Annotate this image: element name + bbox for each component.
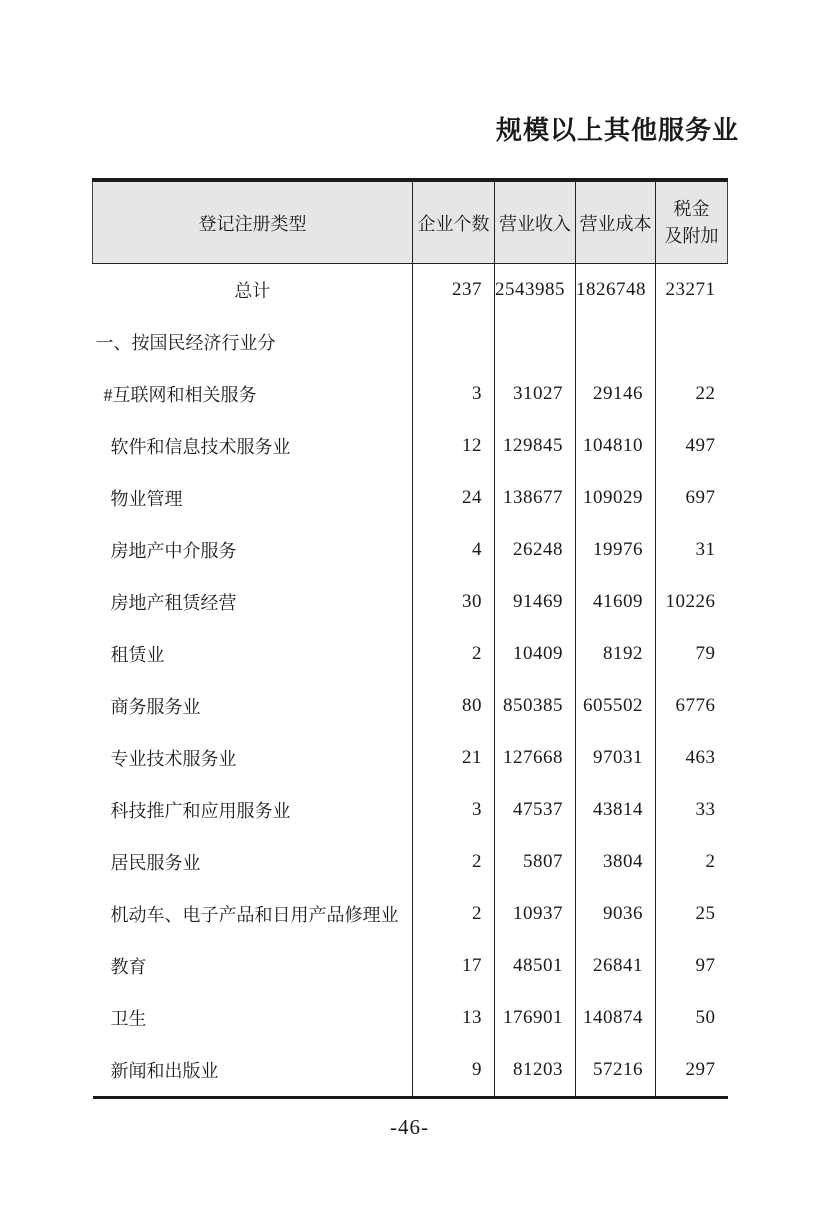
row-value: 31027 [495,368,576,420]
statistics-table [92,178,728,1099]
row-value: 138677 [495,472,576,524]
row-value: 3 [413,784,495,836]
row-value: 697 [656,472,728,524]
row-value: 8192 [576,628,656,680]
row-value: 80 [413,680,495,732]
row-value: 104810 [576,420,656,472]
row-label: 房地产中介服务 [110,541,237,561]
row-value: 23271 [656,264,728,317]
table-row [93,836,728,888]
row-value: 2 [413,836,495,888]
row-value: 297 [656,1044,728,1098]
row-label: 教育 [110,957,147,977]
row-label: 物业管理 [110,489,183,509]
header-row [93,180,728,264]
column-header-enterprise-count: 企业个数 [413,180,495,264]
row-value: 1826748 [576,264,656,317]
row-label: 科技推广和应用服务业 [110,801,291,821]
row-label: 专业技术服务业 [110,749,237,769]
row-value: 10937 [495,888,576,940]
row-value: 31 [656,524,728,576]
row-value: 2543985 [495,264,576,317]
row-value: 109029 [576,472,656,524]
row-value: 33 [656,784,728,836]
column-header-taxes-line2: 及附加 [664,225,719,246]
row-value: 237 [413,264,495,317]
row-value: 24 [413,472,495,524]
row-value: 140874 [576,992,656,1044]
row-value: 21 [413,732,495,784]
row-value: 17 [413,940,495,992]
row-value: 47537 [495,784,576,836]
table-row [93,472,728,524]
row-value: 5807 [495,836,576,888]
row-value: 91469 [495,576,576,628]
page-number: -46- [390,1115,429,1139]
row-label: 总计 [234,281,271,301]
row-value: 50 [656,992,728,1044]
row-value: 10226 [656,576,728,628]
table-row [93,628,728,680]
row-value: 3804 [576,836,656,888]
row-value: 2 [413,628,495,680]
row-label: 商务服务业 [110,697,201,717]
row-value: 850385 [495,680,576,732]
row-value: 176901 [495,992,576,1044]
row-value: 29146 [576,368,656,420]
row-value: 497 [656,420,728,472]
table-row [93,576,728,628]
row-value: 97 [656,940,728,992]
column-header-registration-type: 登记注册类型 [93,180,413,264]
row-value: 2 [656,836,728,888]
table-row [93,1044,728,1098]
row-label: 机动车、电子产品和日用产品修理业 [110,905,399,925]
table-body [93,264,728,1098]
row-value: 26248 [495,524,576,576]
row-value: 19976 [576,524,656,576]
table-row [93,420,728,472]
row-value: 25 [656,888,728,940]
row-label: 房地产租赁经营 [110,593,237,613]
row-value: 9 [413,1044,495,1098]
page-title: 规模以上其他服务业 [495,116,739,145]
row-value: 12 [413,420,495,472]
row-value: 2 [413,888,495,940]
row-label: #互联网和相关服务 [103,385,257,405]
row-value: 48501 [495,940,576,992]
row-value: 79 [656,628,728,680]
row-label: 新闻和出版业 [110,1061,219,1081]
column-header-operating-revenue: 营业收入 [495,180,576,264]
table-row [93,316,728,368]
row-label: 软件和信息技术服务业 [110,437,291,457]
row-value: 9036 [576,888,656,940]
row-label: 卫生 [110,1009,147,1029]
column-header-operating-cost: 营业成本 [576,180,656,264]
row-value: 30 [413,576,495,628]
row-value: 81203 [495,1044,576,1098]
row-value: 26841 [576,940,656,992]
row-value [495,316,576,368]
row-value [656,316,728,368]
row-value [576,316,656,368]
row-value: 43814 [576,784,656,836]
row-value: 97031 [576,732,656,784]
table-row [93,524,728,576]
table-header [93,180,728,264]
row-value: 605502 [576,680,656,732]
table-row [93,732,728,784]
table-row [93,264,728,317]
column-header-taxes-surcharges [656,180,728,264]
row-value: 22 [656,368,728,420]
table-row [93,784,728,836]
row-value: 463 [656,732,728,784]
table-row [93,992,728,1044]
row-value: 13 [413,992,495,1044]
table-row [93,888,728,940]
row-label: 一、按国民经济行业分 [95,333,276,353]
row-value: 10409 [495,628,576,680]
table-row [93,368,728,420]
row-value: 3 [413,368,495,420]
row-value: 6776 [656,680,728,732]
table-row [93,680,728,732]
table-row [93,940,728,992]
row-value: 127668 [495,732,576,784]
column-header-taxes-line1: 税金 [673,198,710,219]
row-value: 129845 [495,420,576,472]
row-label: 租赁业 [110,645,165,665]
row-value: 4 [413,524,495,576]
row-value [413,316,495,368]
row-value: 57216 [576,1044,656,1098]
row-value: 41609 [576,576,656,628]
row-label: 居民服务业 [110,853,201,873]
